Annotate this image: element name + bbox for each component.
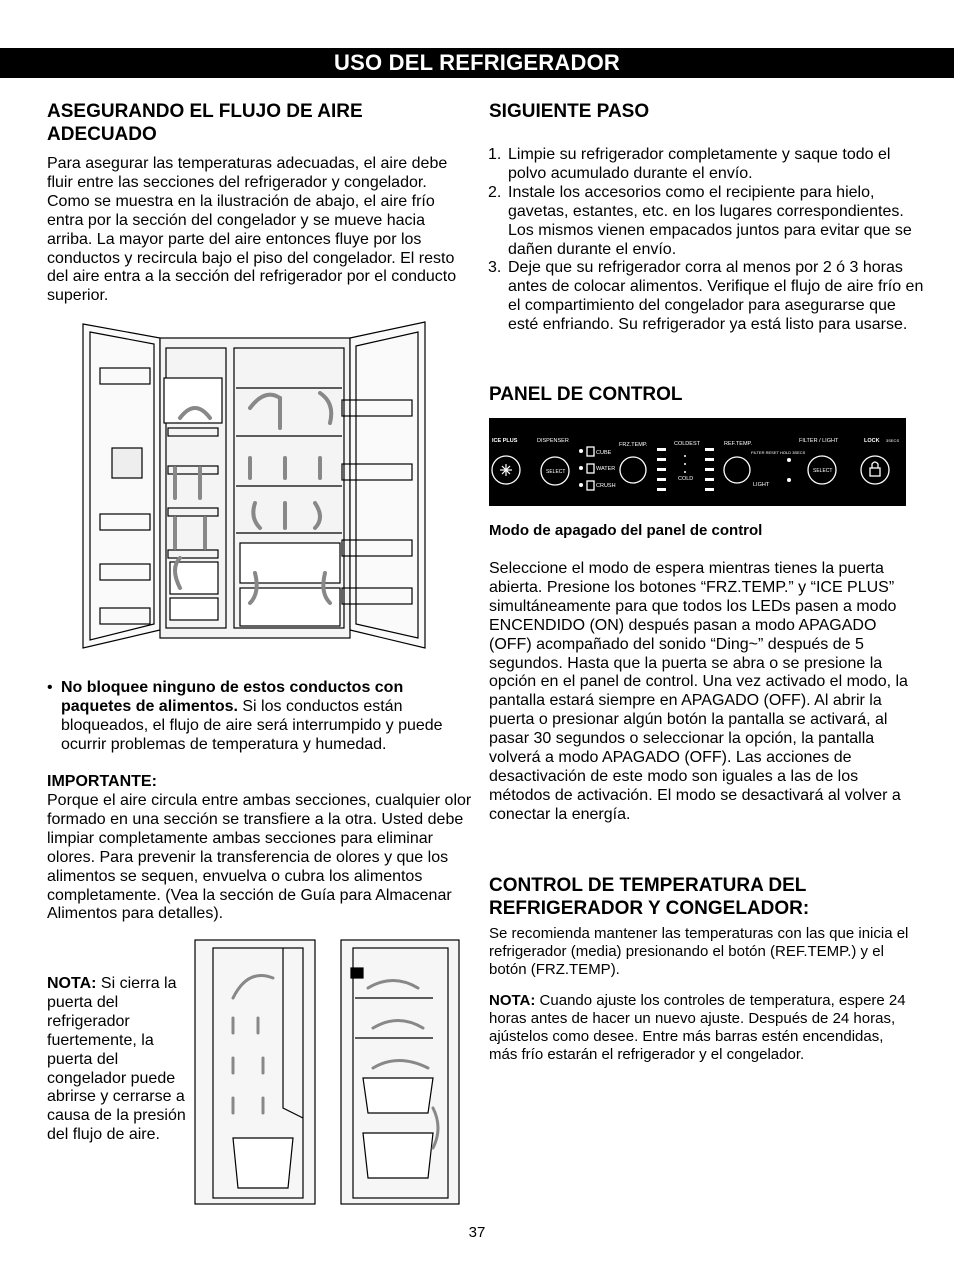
list-number: 2. [488,183,502,201]
filter-light-label: FILTER / LIGHT [799,438,839,444]
temperature-nota-label: NOTA: [489,992,536,1009]
cube-icon [587,447,594,456]
important-paragraph: Porque el aire circula entre ambas secciones, cualquier olor formado en una sección se transfiere a la otra. Usted debe limpiar completamente ambas secciones para eliminar olores. Para prevenir la transferencia de olores y que los alimentos se sequen, envuelva o cubra los alimentos completamente. (Vea la sección de Guía para Almacenar Alimentos para detalles). [47,792,472,923]
list-text: Limpie su refrigerador completamente y saque todo el polvo acumulado durante el envío. [508,146,891,182]
temperature-nota-paragraph [489,992,914,1064]
nota-label: NOTA: [47,975,97,992]
ice-plus-label: ICE PLUS [492,438,518,444]
dispenser-select-label: SELECT [546,469,566,475]
level-dot [684,471,686,473]
bullet-text: Si los conductos están bloqueados, el flujo de aire será interrumpido y puede ocurrir problemas de temperatura y humedad. [61,697,443,753]
frz-temp-label: FRZ.TEMP. [619,442,648,448]
important-label: IMPORTANTE: [47,773,157,790]
ref-bar [705,468,714,471]
control-panel-heading: PANEL DE CONTROL [489,384,683,405]
lock-hold-label: 3SECS [886,438,900,443]
water-led [579,466,583,470]
light-label: LIGHT [753,482,770,488]
coldest-label: COLDEST [674,441,700,447]
filter-select-label: SELECT [813,468,833,474]
list-item [488,184,928,260]
frz-bar [657,448,666,451]
crush-label: CRUSH [596,483,616,489]
ref-bar [705,458,714,461]
list-text: Instale los accesorios como el recipiente para hielo, gavetas, estantes, etc. en los lugares correspondientes. Los mismos vienen empacados juntos para evitar que se dañen durante el envío. [508,183,912,258]
cube-label: CUBE [596,450,612,456]
next-step-list [488,146,928,335]
frz-bar [657,488,666,491]
dispenser-label: DISPENSER [537,438,569,444]
off-mode-paragraph: Seleccione el modo de espera mientras tienes la puerta abierta. Presione los botones “FRZ.TEMP.” y “ICE PLUS” simultáneamente para que todos los LEDs pasen a modo ENCENDIDO (ON) después pasan a modo APAGADO (OFF) acompañado del sonido “Ding~” después de 5 segundos. Hasta que la puerta se abra o se presione la opción en el panel de control. Una vez activado el modo, la pantalla estará siempre en APAGADO (OFF). Al abrir la puerta o presionar algún botón la pantalla se activará, al pasar 30 segundos o seleccionar la opción, la pantalla volverá a modo APAGADO (OFF). Las acciones de desactivación de este modo son iguales a las de los métodos de activación. El modo se desactivará al volver a conectar la energía. [489,560,908,823]
list-item [488,259,928,335]
airflow-cross-section-illustration [193,938,461,1208]
nota-paragraph [47,975,190,1145]
title-banner [0,48,954,78]
bullet-bold-text: No bloquee ninguno de estos conductos con paquetes de alimentos. [61,679,404,715]
lock-label: LOCK [864,438,880,444]
ref-temp-button[interactable] [724,457,750,483]
temperature-control-heading: CONTROL DE TEMPERATURA DEL REFRIGERADOR Y CONGELADOR: [489,875,810,919]
lock-icon [870,468,880,476]
snowflake-icon [500,464,512,476]
filter-reset-label: FILTER RESET HOLD 3SECS [751,450,806,455]
frz-bar [657,478,666,481]
light-led [787,478,791,482]
next-step-heading: SIGUIENTE PASO [489,101,650,122]
page-number: 37 [468,1224,486,1241]
ref-temp-label: REF.TEMP. [724,441,753,447]
control-panel-illustration [489,418,906,506]
crush-icon [587,481,594,490]
frz-bar [657,468,666,471]
list-item [488,146,928,184]
water-icon [587,464,594,473]
ref-bar [705,488,714,491]
open-refrigerator-illustration [80,318,430,653]
frz-temp-button[interactable] [620,457,646,483]
bullet-dot: • [47,679,53,696]
off-mode-heading: Modo de apagado del panel de control [489,522,763,539]
list-number: 3. [488,259,502,277]
lock-button[interactable] [861,456,889,484]
list-number: 1. [488,146,502,163]
list-text: Deje que su refrigerador corra al menos por 2 ó 3 horas antes de colocar alimentos. Verifique el flujo de aire frío en el compartimiento del congelador para asegurarse que esté enfriando. Su refrigerador ya está listo para usarse. [508,259,924,334]
crush-led [579,483,583,487]
ref-bar [705,448,714,451]
cube-led [579,449,583,453]
airflow-heading: ASEGURANDO EL FLUJO DE AIRE ADECUADO [47,101,363,145]
temperature-nota-text: Cuando ajuste los controles de temperatura, espere 24 horas antes de hacer un nuevo ajuste. Después de 24 horas, ajústelos como desee. Entre más barras estén encendidas, más frío estarán el refrigerador y el congelador. [489,992,906,1063]
level-dot [684,455,686,457]
nota-text: Si cierra la puerta del refrigerador fuertemente, la puerta del congelador puede abrirse y cerrarse a causa de la presión del flujo de aire. [47,975,186,1144]
filter-led [787,458,791,462]
water-label: WATER [596,466,616,472]
bullet-item [47,679,472,755]
frz-bar [657,458,666,461]
cold-label: COLD [678,476,694,482]
ref-bar [705,478,714,481]
page-title: USO DEL REFRIGERADOR [334,50,620,75]
temperature-paragraph: Se recomienda mantener las temperaturas con las que inicia el refrigerador (media) presionando el botón (REF.TEMP.) y el botón (FRZ.TEMP). [489,925,909,978]
airflow-paragraph: Para asegurar las temperaturas adecuadas, el aire debe fluir entre las secciones del refrigerador y congelador. Como se muestra en la ilustración de abajo, el aire frío entra por la sección del congelador y se mueve hacia arriba. La mayor parte del aire entonces fluye por los conductos y recircula bajo el piso del congelador. El resto del aire entra a la sección del refrigerador por el conducto superior. [47,155,457,305]
level-dot [684,463,686,465]
